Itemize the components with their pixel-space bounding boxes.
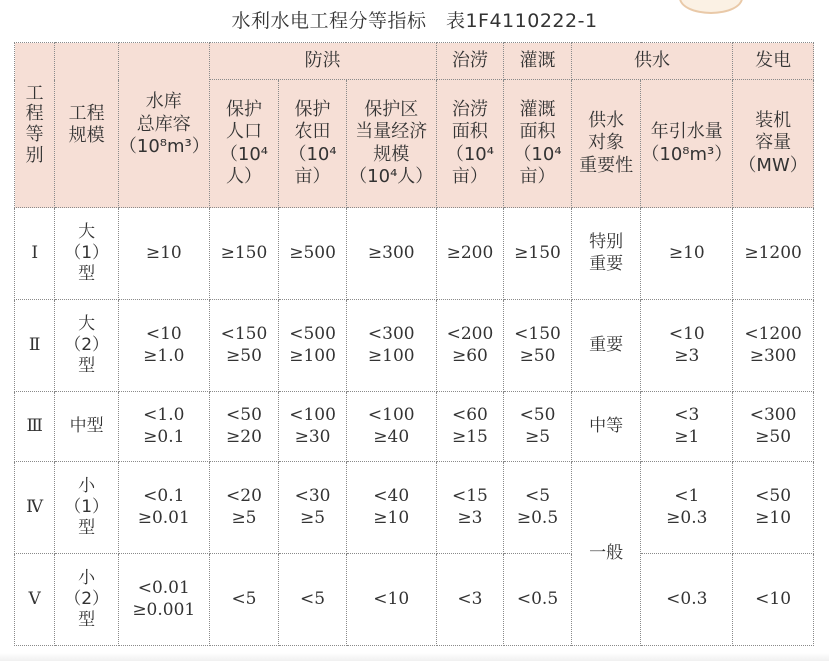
cell-annual-diversion: <1 ≥0.3 bbox=[641, 462, 733, 554]
cell-installed-capacity: <1200 ≥300 bbox=[733, 300, 814, 392]
cell-scale: 大 （1） 型 bbox=[55, 208, 119, 300]
table-row bbox=[15, 462, 814, 554]
cell-supply-importance: 重要 bbox=[571, 300, 641, 392]
cell-grade: Ⅲ bbox=[15, 392, 55, 462]
cell-installed-capacity: <50 ≥10 bbox=[733, 462, 814, 554]
cell-grade: Ⅳ bbox=[15, 462, 55, 554]
cell-protected-farmland: <100 ≥30 bbox=[279, 392, 347, 462]
table-row bbox=[15, 392, 814, 462]
cell-protected-economy: <10 bbox=[346, 554, 436, 646]
cell-protected-economy: <300 ≥100 bbox=[346, 300, 436, 392]
cell-storage: <0.1 ≥0.01 bbox=[118, 462, 209, 554]
cell-protected-economy: <100 ≥40 bbox=[346, 392, 436, 462]
cell-drainage-area: <15 ≥3 bbox=[436, 462, 504, 554]
cell-irrigation-area: <0.5 bbox=[504, 554, 572, 646]
cell-annual-diversion: <0.3 bbox=[641, 554, 733, 646]
cell-annual-diversion: <10 ≥3 bbox=[641, 300, 733, 392]
cell-irrigation-area: <150 ≥50 bbox=[504, 300, 572, 392]
group-flood: 防洪 bbox=[209, 43, 436, 80]
table-caption: 水利水电工程分等指标 表1F4110222-1 bbox=[231, 10, 598, 32]
cell-supply-importance: 特别 重要 bbox=[571, 208, 641, 300]
cell-scale: 小 （1） 型 bbox=[55, 462, 119, 554]
cell-drainage-area: <3 bbox=[436, 554, 504, 646]
cell-installed-capacity: <10 bbox=[733, 554, 814, 646]
cell-scale: 中型 bbox=[55, 392, 119, 462]
page-bottom-edge bbox=[0, 653, 829, 661]
classification-table bbox=[14, 42, 814, 646]
cell-supply-importance: 中等 bbox=[571, 392, 641, 462]
header-grade: 工 程 等 别 bbox=[15, 43, 55, 208]
header-storage: 水库 总库容 （10⁸m³） bbox=[118, 43, 209, 208]
header-protected-economy: 保护区 当量经济 规模 （10⁴人） bbox=[346, 80, 436, 208]
table-row bbox=[15, 300, 814, 392]
group-drainage: 治涝 bbox=[436, 43, 504, 80]
header-protected-population: 保护 人口 （10⁴ 人） bbox=[209, 80, 279, 208]
cell-irrigation-area: ≥150 bbox=[504, 208, 572, 300]
cell-protected-economy: ≥300 bbox=[346, 208, 436, 300]
group-water-supply: 供水 bbox=[571, 43, 732, 80]
cell-protected-population: <5 bbox=[209, 554, 279, 646]
cell-protected-population: ≥150 bbox=[209, 208, 279, 300]
cell-protected-population: <20 ≥5 bbox=[209, 462, 279, 554]
cell-grade: Ⅰ bbox=[15, 208, 55, 300]
cell-grade: Ⅴ bbox=[15, 554, 55, 646]
table-row bbox=[15, 554, 814, 646]
header-installed-capacity: 装机 容量 （MW） bbox=[733, 80, 814, 208]
cell-storage: <0.01 ≥0.001 bbox=[118, 554, 209, 646]
table-row bbox=[15, 208, 814, 300]
cell-protected-farmland: <500 ≥100 bbox=[279, 300, 347, 392]
cell-drainage-area: <200 ≥60 bbox=[436, 300, 504, 392]
cell-protected-farmland: ≥500 bbox=[279, 208, 347, 300]
header-annual-diversion: 年引水量 （10⁸m³） bbox=[641, 80, 733, 208]
cell-irrigation-area: <50 ≥5 bbox=[504, 392, 572, 462]
cell-annual-diversion: ≥10 bbox=[641, 208, 733, 300]
header-irrigation-area: 灌溉 面积 （10⁴ 亩） bbox=[504, 80, 572, 208]
cell-protected-population: <150 ≥50 bbox=[209, 300, 279, 392]
cell-protected-economy: <40 ≥10 bbox=[346, 462, 436, 554]
header-scale: 工程 规模 bbox=[55, 43, 119, 208]
cell-storage: <1.0 ≥0.1 bbox=[118, 392, 209, 462]
group-irrigation: 灌溉 bbox=[504, 43, 572, 80]
cell-installed-capacity: ≥1200 bbox=[733, 208, 814, 300]
cell-protected-farmland: <5 bbox=[279, 554, 347, 646]
cell-scale: 小 （2） 型 bbox=[55, 554, 119, 646]
cell-drainage-area: <60 ≥15 bbox=[436, 392, 504, 462]
cell-protected-farmland: <30 ≥5 bbox=[279, 462, 347, 554]
cell-supply-importance: 一般 bbox=[571, 462, 641, 646]
group-power: 发电 bbox=[733, 43, 814, 80]
cell-grade: Ⅱ bbox=[15, 300, 55, 392]
cell-annual-diversion: <3 ≥1 bbox=[641, 392, 733, 462]
cell-installed-capacity: <300 ≥50 bbox=[733, 392, 814, 462]
header-supply-importance: 供水 对象 重要性 bbox=[571, 80, 641, 208]
cell-irrigation-area: <5 ≥0.5 bbox=[504, 462, 572, 554]
cell-scale: 大 （2） 型 bbox=[55, 300, 119, 392]
cell-storage: <10 ≥1.0 bbox=[118, 300, 209, 392]
cell-drainage-area: ≥200 bbox=[436, 208, 504, 300]
cell-storage: ≥10 bbox=[118, 208, 209, 300]
header-drainage-area: 治涝 面积 （10⁴ 亩） bbox=[436, 80, 504, 208]
cell-protected-population: <50 ≥20 bbox=[209, 392, 279, 462]
header-protected-farmland: 保护 农田 （10⁴ 亩） bbox=[279, 80, 347, 208]
